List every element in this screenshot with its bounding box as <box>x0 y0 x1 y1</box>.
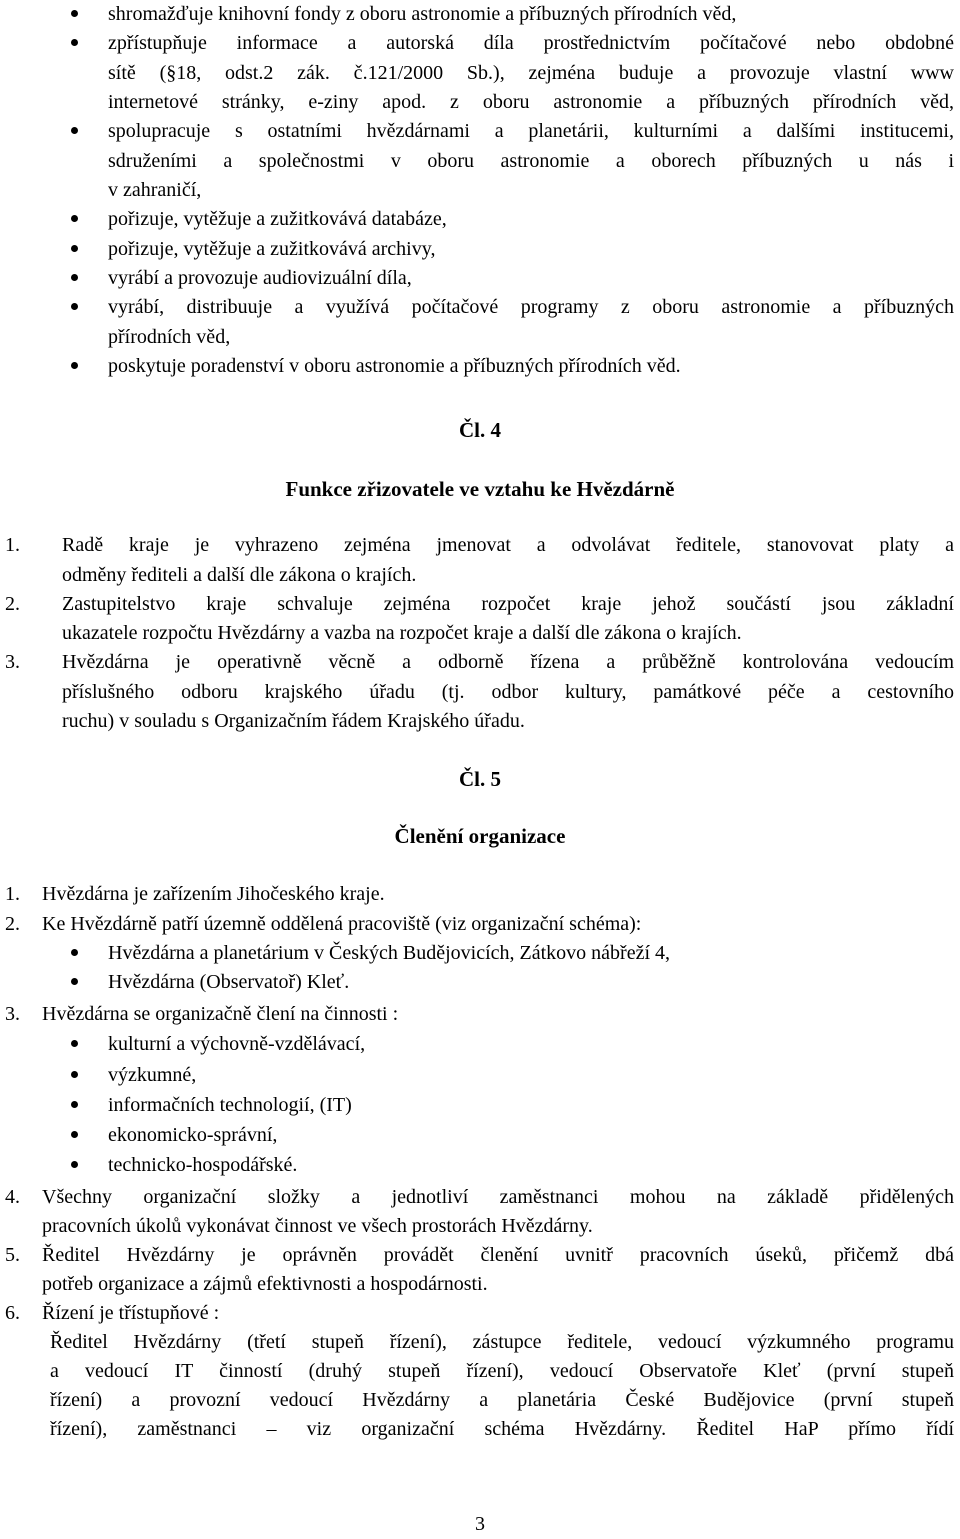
list-item: výzkumné, <box>108 1064 197 1086</box>
item-text: Hvězdárna se organizačně člení na činnosti : <box>42 1003 399 1025</box>
list-item: pořizuje, vytěžuje a zužitkovává archivy, <box>108 238 436 260</box>
item-text: Ke Hvězdárně patří územně oddělená pracoviště (viz organizační schéma): <box>42 913 642 935</box>
item-line: Zastupitelstvo kraje schvaluje zejména rozpočet kraje jehož součástí jsou základní <box>62 593 954 615</box>
page-number: 3 <box>475 1513 485 1535</box>
article-title: Funkce zřizovatele ve vztahu ke Hvězdárně <box>285 477 675 501</box>
item-number: 3. <box>5 651 20 673</box>
bullet-icon <box>71 1071 78 1078</box>
item-line: příslušného odboru krajského úřadu (tj. odbor kultury, památkové péče a cestovního <box>62 681 954 703</box>
bullet-icon <box>71 1101 78 1108</box>
list-item-line: zpřístupňuje informace a autorská díla prostřednictvím počítačové nebo obdobné <box>108 32 954 54</box>
list-item: informačních technologií, (IT) <box>108 1094 352 1116</box>
article-title: Členění organizace <box>394 824 566 848</box>
bullet-icon <box>71 274 78 281</box>
bullet-icon <box>71 1131 78 1138</box>
item-number: 2. <box>5 593 20 615</box>
list-item-line: v zahraničí, <box>108 179 202 201</box>
item-number: 6. <box>5 1302 20 1324</box>
bullet-icon <box>71 215 78 222</box>
item-line: potřeb organizace a zájmů efektivnosti a hospodárnosti. <box>42 1273 488 1295</box>
item-number: 5. <box>5 1244 20 1266</box>
item-number: 4. <box>5 1186 20 1208</box>
bullet-icon <box>71 1040 78 1047</box>
list-item-line: spolupracuje s ostatními hvězdárnami a planetárii, kulturními a dalšími institucemi, <box>108 120 954 142</box>
list-item: ekonomicko-správní, <box>108 1124 278 1146</box>
list-item-line: internetové stránky, e-ziny apod. z oboru astronomie a příbuzných přírodních věd, <box>108 91 954 113</box>
bullet-icon <box>71 978 78 985</box>
article-number: Čl. 5 <box>459 767 501 791</box>
item-line: a vedoucí IT činností (druhý stupeň řízení), vedoucí Observatoře Kleť (první stupeň <box>50 1360 954 1382</box>
bullet-icon <box>71 39 78 46</box>
list-item-line: vyrábí, distribuuje a využívá počítačové programy z oboru astronomie a příbuzných <box>108 296 954 318</box>
bullet-icon <box>71 303 78 310</box>
list-item: kulturní a výchovně-vzdělávací, <box>108 1033 366 1055</box>
list-item: Hvězdárna (Observatoř) Kleť. <box>108 971 350 993</box>
bullet-icon <box>71 10 78 17</box>
bullet-icon <box>71 362 78 369</box>
list-item: pořizuje, vytěžuje a zužitkovává databáze, <box>108 208 447 230</box>
item-text: Řízení je třístupňové : <box>42 1302 220 1324</box>
item-line: odměny řediteli a další dle zákona o krajích. <box>62 564 417 586</box>
item-line: Ředitel Hvězdárny je oprávněn provádět členění uvnitř pracovních úseků, přičemž dbá <box>42 1244 954 1266</box>
item-number: 1. <box>5 534 20 556</box>
list-item-line: sítě (§18, odst.2 zák. č.121/2000 Sb.), zejména buduje a provozuje vlastní www <box>108 62 954 84</box>
item-line: ruchu) v souladu s Organizačním řádem Krajského úřadu. <box>62 710 525 732</box>
item-line: pracovních úkolů vykonávat činnost ve všech prostorách Hvězdárny. <box>42 1215 593 1237</box>
item-number: 2. <box>5 913 20 935</box>
bullet-icon <box>71 245 78 252</box>
list-item-line: sdruženími a společnostmi v oboru astronomie a oborech příbuzných u nás i <box>108 150 954 172</box>
bullet-icon <box>71 949 78 956</box>
bullet-icon <box>71 127 78 134</box>
article-number: Čl. 4 <box>459 418 501 442</box>
item-number: 3. <box>5 1003 20 1025</box>
item-line: Radě kraje je vyhrazeno zejména jmenovat a odvolávat ředitele, stanovovat platy a <box>62 534 954 556</box>
list-item: shromažďuje knihovní fondy z oboru astronomie a příbuzných přírodních věd, <box>108 3 737 25</box>
list-item: poskytuje poradenství v oboru astronomie a příbuzných přírodních věd. <box>108 355 681 377</box>
item-line: ukazatele rozpočtu Hvězdárny a vazba na rozpočet kraje a další dle zákona o krajích. <box>62 622 742 644</box>
list-item-line: přírodních věd, <box>108 326 231 348</box>
item-number: 1. <box>5 883 20 905</box>
item-text: Hvězdárna je zařízením Jihočeského kraje. <box>42 883 385 905</box>
item-line: řízení) a provozní vedoucí Hvězdárny a planetária České Budějovice (první stupeň <box>50 1389 954 1411</box>
item-line: Všechny organizační složky a jednotliví zaměstnanci mohou na základě přidělených <box>42 1186 954 1208</box>
list-item: Hvězdárna a planetárium v Českých Budějovicích, Zátkovo nábřeží 4, <box>108 942 671 964</box>
item-line: řízení), zaměstnanci – viz organizační schéma Hvězdárny. Ředitel HaP přímo řídí <box>50 1418 954 1440</box>
list-item: vyrábí a provozuje audiovizuální díla, <box>108 267 412 289</box>
list-item: technicko-hospodářské. <box>108 1154 298 1176</box>
item-line: Hvězdárna je operativně věcně a odborně řízena a průběžně kontrolována vedoucím <box>62 651 954 673</box>
bullet-icon <box>71 1161 78 1168</box>
item-line: Ředitel Hvězdárny (třetí stupeň řízení), zástupce ředitele, vedoucí výzkumného programu <box>50 1331 954 1353</box>
